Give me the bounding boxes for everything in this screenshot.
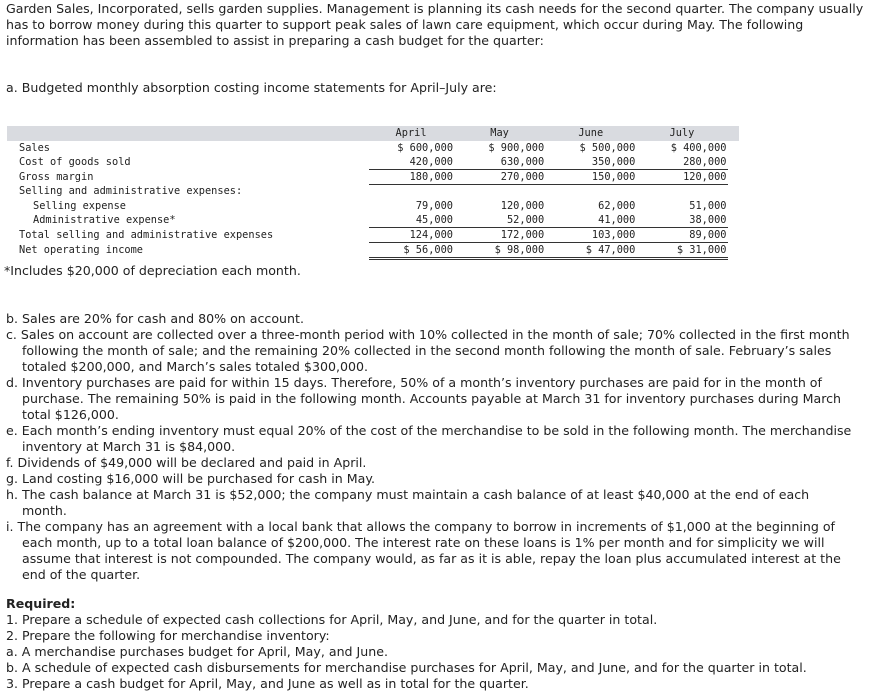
required-item: 3. Prepare a cash budget for April, May, and June as well as in total for the quarter. <box>6 676 529 691</box>
table-row <box>7 243 739 259</box>
month-header: July <box>637 126 728 141</box>
cell-value: 51,000 <box>689 199 727 212</box>
cell-value: 52,000 <box>455 213 546 228</box>
income-statement-table <box>7 126 739 260</box>
month-header: April <box>369 126 455 141</box>
cell-value: 270,000 <box>455 170 546 185</box>
row-label: Gross margin <box>19 170 94 183</box>
cell-value: $ 98,000 <box>455 243 546 259</box>
cell-value: 280,000 <box>637 155 728 170</box>
cell-value: 89,000 <box>637 228 728 243</box>
cell-value: 120,000 <box>500 199 545 212</box>
required-item: 2. Prepare the following for merchandise inventory: <box>6 628 330 643</box>
cell-value: $ 900,000 <box>488 141 545 154</box>
cell-value: 150,000 <box>546 170 637 185</box>
list-item: e. Each month’s ending inventory must equal 20% of the cost of the merchandise to be sold in the following month. The merchandise inventory at March 31 is $84,000. <box>6 423 852 454</box>
table-row <box>7 170 739 185</box>
cell-value: 350,000 <box>546 155 637 170</box>
table-row <box>7 155 739 170</box>
item-a-text: a. Budgeted monthly absorption costing income statements for April–July are: <box>6 80 497 95</box>
row-label: Sales <box>19 141 50 154</box>
list-item: g. Land costing $16,000 will be purchased for cash in May. <box>6 471 375 486</box>
row-label: Net operating income <box>19 244 143 256</box>
cell-value: 62,000 <box>598 199 636 212</box>
table-row <box>7 228 739 243</box>
cell-value: 630,000 <box>455 155 546 170</box>
cell-value: 172,000 <box>455 228 546 243</box>
cell-value: 103,000 <box>546 228 637 243</box>
list-item: c. Sales on account are collected over a three-month period with 10% collected in the month of sale; 70% collected in the first month following the month of sale; and the remaining 20% collected in the second month following the month of sale. February’s sales totaled $200,000, and March’s sales totaled $300,000. <box>6 327 850 374</box>
cell-value: 420,000 <box>369 155 455 170</box>
footnote: *Includes $20,000 of depreciation each month. <box>4 263 301 278</box>
cell-value: 79,000 <box>415 199 454 212</box>
required-heading: Required: <box>6 596 76 611</box>
cell-value: 45,000 <box>369 213 455 228</box>
list-item: h. The cash balance at March 31 is $52,000; the company must maintain a cash balance of at least $40,000 at the end of each month. <box>6 487 810 518</box>
table-header-row <box>7 126 739 141</box>
month-header: June <box>546 126 637 141</box>
required-item: a. A merchandise purchases budget for April, May, and June. <box>6 644 388 659</box>
list-item: d. Inventory purchases are paid for within 15 days. Therefore, 50% of a month’s inventory purchases are paid for in the month of purchase. The remaining 50% is paid in the following month. Accounts payable at March 31 for inventory purchases during March total $126,000. <box>6 375 842 422</box>
intro-paragraph: Garden Sales, Incorporated, sells garden supplies. Management is planning its cash needs for the second quarter. The company usually has to borrow money during this quarter to support peak sales of lawn care equipment, which occur during May. The following information has been assembled to assist in preparing a cash budget for the quarter: <box>6 1 864 48</box>
cell-value: $ 31,000 <box>637 243 728 259</box>
cell-value: $ 500,000 <box>579 141 636 154</box>
cell-value: 180,000 <box>369 170 455 185</box>
cell-value: 124,000 <box>369 228 455 243</box>
required-item: b. A schedule of expected cash disbursements for merchandise purchases for April, May, and June, and for the quarter in total. <box>6 660 807 675</box>
cell-value: $ 400,000 <box>670 141 727 154</box>
required-item: 1. Prepare a schedule of expected cash collections for April, May, and June, and for the quarter in total. <box>6 612 658 627</box>
cell-value: 38,000 <box>637 213 728 228</box>
cell-value: $ 600,000 <box>397 141 454 154</box>
cell-value: $ 56,000 <box>369 243 455 259</box>
table-row <box>7 141 739 155</box>
list-item: b. Sales are 20% for cash and 80% on account. <box>6 311 304 326</box>
row-label: Selling and administrative expenses: <box>19 185 243 198</box>
row-label: Cost of goods sold <box>19 155 131 168</box>
table-row <box>7 199 739 213</box>
cell-value: $ 47,000 <box>546 243 637 259</box>
month-header: May <box>455 126 546 141</box>
row-label: Administrative expense* <box>33 213 176 226</box>
list-item: f. Dividends of $49,000 will be declared and paid in April. <box>6 455 367 470</box>
table-row <box>7 213 739 228</box>
assumptions-list <box>6 311 856 583</box>
table-row <box>7 185 739 200</box>
list-item: i. The company has an agreement with a local bank that allows the company to borrow in increments of $1,000 at the beginning of each month, up to a total loan balance of $200,000. The interest rate on these loans is 1% per month and for simplicity we will assume that interest is not compounded. The company would, as far as it is able, repay the loan plus accumulated interest at the end of the quarter. <box>6 519 841 582</box>
row-label: Selling expense <box>33 199 126 212</box>
required-section <box>6 596 856 692</box>
cell-value: 41,000 <box>546 213 637 228</box>
cell-value: 120,000 <box>637 170 728 185</box>
row-label: Total selling and administrative expenses <box>19 228 274 241</box>
